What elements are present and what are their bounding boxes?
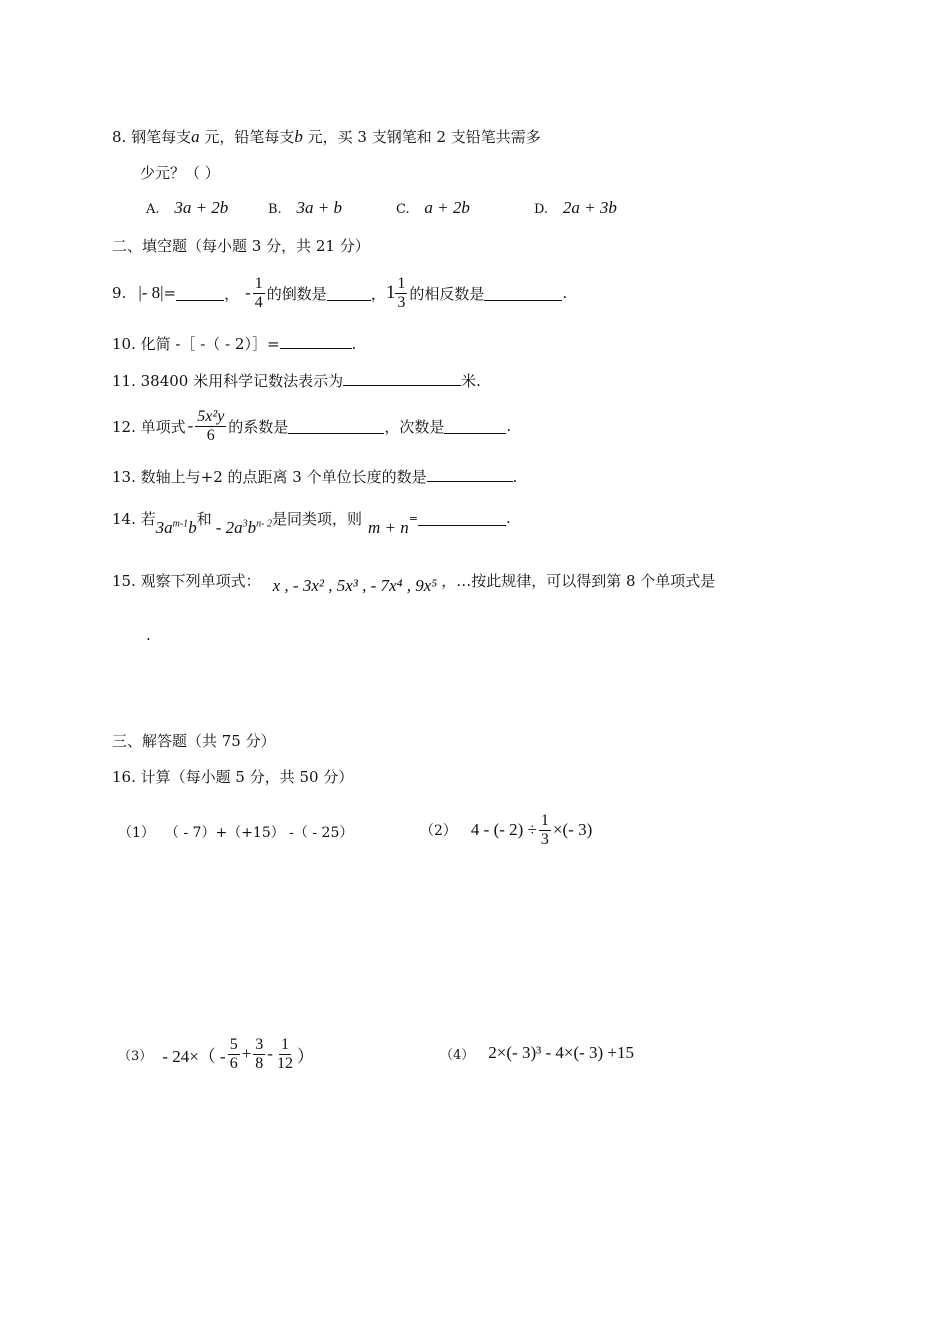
q9-blank-1[interactable] <box>176 286 224 301</box>
part-expr: （ - 7）+（+15） -（ - 25） <box>164 825 354 841</box>
q11-blank[interactable] <box>343 371 461 386</box>
part-label: （4） <box>440 1047 475 1063</box>
part-expr: 4 - (- 2) ÷ <box>470 820 537 839</box>
term-base: - 2a <box>215 518 243 537</box>
frac-num: 1 <box>397 274 406 292</box>
frac-den: 6 <box>229 1054 238 1072</box>
question-9 <box>112 270 567 316</box>
part-label: （2） <box>420 823 457 839</box>
q16-title: 16. 计算（每小题 5 分，共 50 分） <box>112 768 354 786</box>
p3-fraction-3 <box>275 1036 295 1073</box>
part-op: + <box>241 1044 252 1063</box>
q12-text: 的系数是 <box>228 417 289 436</box>
p2-fraction <box>539 812 551 849</box>
option-b[interactable] <box>268 198 342 218</box>
q9-whole: 1 <box>385 282 396 303</box>
q15-text: 15. 观察下列单项式： <box>112 571 261 590</box>
term-exp: 3 <box>242 518 248 530</box>
option-expr: 3a + 2b <box>174 198 229 217</box>
q10-blank[interactable] <box>280 334 352 349</box>
frac-num: 5 <box>229 1035 238 1053</box>
q14-term-1 <box>156 518 197 538</box>
q16-part-4 <box>440 1036 634 1070</box>
q9-abs: |- 8| <box>138 283 164 302</box>
q14-text: 是同类项，则 <box>271 509 362 528</box>
q14-text: 和 <box>196 509 212 528</box>
q12-neg: - <box>187 416 194 435</box>
q8-var-a: a <box>191 127 200 146</box>
part-label: （3） <box>118 1048 153 1064</box>
q12-text: ，次数是 <box>384 417 445 436</box>
q15-sequence: x , - 3x² , 5x³ , - 7x⁴ , 9x⁵ <box>272 576 438 595</box>
option-letter: D. <box>534 202 549 217</box>
part-label: （1） <box>118 825 155 841</box>
option-letter: C. <box>396 202 410 217</box>
frac-den: 3 <box>540 830 549 848</box>
q13-text: 13. 数轴上与+2 的点距离 3 个单位长度的数是 <box>112 468 427 486</box>
term-b: b <box>247 518 257 537</box>
q10-text: 10. 化简 -［ -（ - 2）］= <box>112 335 280 353</box>
question-11 <box>112 370 481 391</box>
q9-end: . <box>562 284 568 302</box>
frac-den: 6 <box>206 426 215 444</box>
q8-text: 元，铅笔每支 <box>199 128 295 146</box>
q9-blank-3[interactable] <box>484 286 562 301</box>
q10-end: . <box>351 335 357 353</box>
q12-end: . <box>506 417 512 435</box>
q9-blank-2[interactable] <box>327 286 371 301</box>
q8-text: 8. 钢笔每支 <box>112 128 192 146</box>
q12-blank-2[interactable] <box>444 419 506 434</box>
frac-den: 12 <box>276 1054 293 1072</box>
term-exp: m-1 <box>172 518 189 530</box>
q8-line2: 少元？（ ） <box>140 164 220 182</box>
q14-text: 14. 若 <box>112 509 156 528</box>
part-expr: ×(- 3) <box>552 820 593 839</box>
q9-sep: ， <box>370 284 386 303</box>
question-15 <box>112 562 715 598</box>
frac-num: 3 <box>255 1035 264 1053</box>
q9-fraction-2 <box>395 275 407 312</box>
term-base: 3a <box>155 518 173 537</box>
q9-neg: - <box>245 283 251 302</box>
frac-den: 8 <box>255 1054 264 1072</box>
q16-part-1 <box>118 812 353 852</box>
part-op: - <box>267 1044 273 1063</box>
frac-den: 3 <box>397 293 406 311</box>
q16-part-3 <box>118 1030 314 1078</box>
q16-part-2 <box>420 806 592 854</box>
option-c[interactable] <box>396 198 470 218</box>
option-expr: 3a + b <box>296 198 342 217</box>
q9-text: 的倒数是 <box>266 284 327 303</box>
p3-fraction-2 <box>253 1036 265 1073</box>
q14-expr: m + n <box>367 518 409 537</box>
q11-text: 11. 38400 米用科学记数法表示为 <box>112 372 344 390</box>
question-13 <box>112 466 517 487</box>
q9-sep: ， <box>224 284 240 303</box>
p3-fraction-1 <box>228 1036 240 1073</box>
q9-text: 的相反数是 <box>409 284 485 303</box>
option-letter: B. <box>268 202 282 217</box>
part-expr: ） <box>296 1046 314 1066</box>
question-8 <box>112 126 541 147</box>
option-expr: a + 2b <box>424 198 470 217</box>
option-d[interactable] <box>534 198 617 218</box>
q9-number: 9. <box>112 284 127 302</box>
q14-term-2 <box>216 518 272 538</box>
q14-end: . <box>505 509 511 527</box>
q15-dot: . <box>146 626 151 644</box>
option-a[interactable] <box>146 198 228 218</box>
q14-blank[interactable] <box>418 511 506 526</box>
q13-end: . <box>512 468 518 486</box>
part-expr: - 24×（ - <box>162 1046 226 1066</box>
part-expr: 2×(- 3)³ - 4×(- 3) +15 <box>488 1043 635 1062</box>
q13-blank[interactable] <box>427 467 513 482</box>
question-10 <box>112 333 356 354</box>
section-2-title: 二、填空题（每小题 3 分，共 21 分） <box>112 237 370 255</box>
q12-fraction <box>195 408 226 445</box>
q12-text: 12. 单项式 <box>112 417 186 436</box>
option-expr: 2a + 3b <box>562 198 617 217</box>
question-12 <box>112 400 511 452</box>
q8-var-b: b <box>294 127 303 146</box>
option-letter: A. <box>146 202 160 217</box>
term-exp: n- 2 <box>256 518 272 530</box>
frac-num: 5x²y <box>197 407 225 425</box>
frac-num: 1 <box>280 1035 289 1053</box>
frac-num: 1 <box>540 811 549 829</box>
frac-num: 1 <box>254 274 263 292</box>
q12-blank-1[interactable] <box>288 419 384 434</box>
q8-text: 元，买 3 支钢笔和 2 支铅笔共需多 <box>302 128 541 146</box>
term-b: b <box>188 518 197 537</box>
q11-end: 米. <box>461 372 481 390</box>
frac-den: 4 <box>254 293 263 311</box>
q15-text: ，…按此规律，可以得到第 8 个单项式是 <box>441 571 716 590</box>
section-3-title: 三、解答题（共 75 分） <box>112 732 276 750</box>
q14-eq: = <box>408 511 418 525</box>
q9-eq: = <box>163 284 177 302</box>
q9-fraction-1 <box>253 275 265 312</box>
question-14 <box>112 498 511 538</box>
